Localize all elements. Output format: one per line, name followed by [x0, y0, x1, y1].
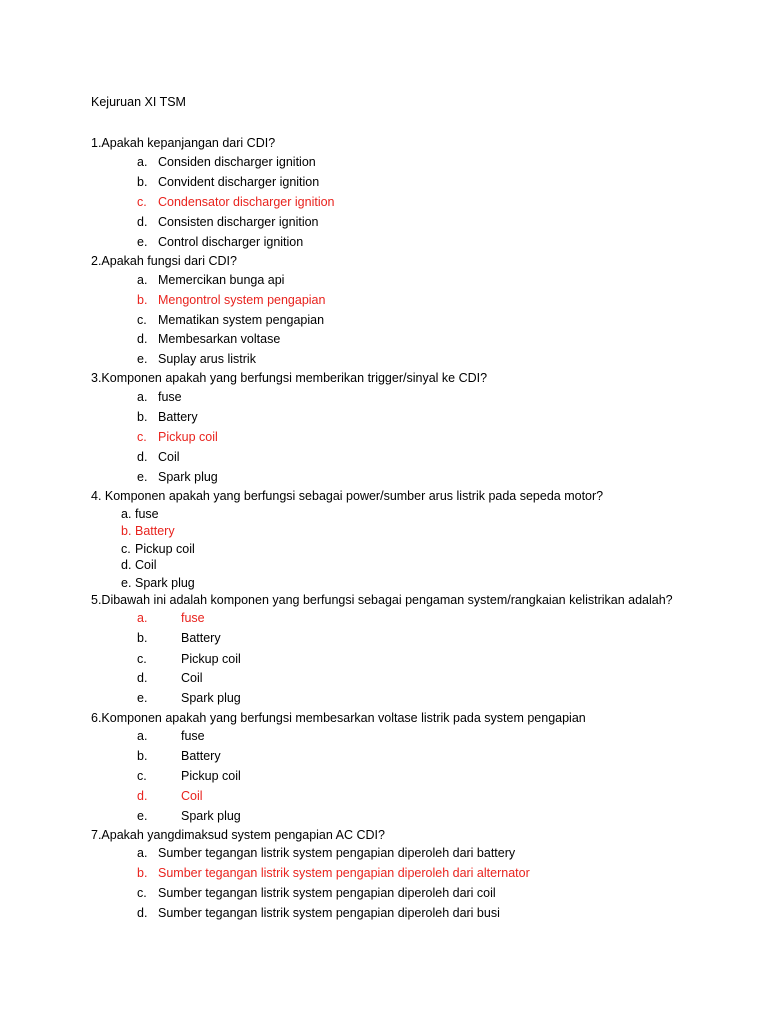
option-text: Considen discharger ignition [158, 155, 316, 169]
question-6: 6.Komponen apakah yang berfungsi membesarkan voltase listrik pada system pengapian [91, 711, 586, 725]
option-letter: e. [137, 470, 148, 484]
option-letter: b. [121, 524, 132, 538]
answer-option-correct [137, 611, 205, 625]
answer-option [137, 450, 180, 464]
option-text: Consisten discharger ignition [158, 215, 319, 229]
option-letter: c. [137, 769, 147, 783]
option-text: Pickup coil [181, 652, 241, 666]
option-letter: e. [137, 809, 148, 823]
option-text: Spark plug [181, 809, 241, 823]
question-5: 5.Dibawah ini adalah komponen yang berfungsi sebagai pengaman system/rangkaian kelistrikan adalah? [91, 593, 673, 607]
answer-option [137, 470, 218, 484]
option-letter: c. [137, 313, 147, 327]
option-text: Battery [181, 631, 221, 645]
option-letter: c. [137, 430, 147, 444]
answer-option [137, 273, 284, 287]
option-text: Sumber tegangan listrik system pengapian diperoleh dari busi [158, 906, 500, 920]
option-letter: a. [137, 155, 148, 169]
option-text: Battery [158, 410, 198, 424]
answer-option [137, 691, 241, 705]
option-text: Sumber tegangan listrik system pengapian diperoleh dari alternator [158, 866, 530, 880]
option-text: Pickup coil [158, 430, 218, 444]
answer-option [137, 652, 241, 666]
answer-option [137, 671, 203, 685]
option-letter: d. [137, 789, 148, 803]
option-text: fuse [135, 507, 159, 521]
answer-option [137, 631, 221, 645]
document-title: Kejuruan XI TSM [91, 95, 186, 109]
option-letter: a. [121, 507, 132, 521]
option-letter: b. [137, 410, 148, 424]
answer-option [137, 906, 500, 920]
answer-option [137, 886, 496, 900]
option-text: Battery [135, 524, 175, 538]
option-letter: a. [137, 846, 148, 860]
option-text: fuse [181, 729, 205, 743]
option-text: Mengontrol system pengapian [158, 293, 326, 307]
option-text: Membesarkan voltase [158, 332, 281, 346]
answer-option [137, 313, 324, 327]
option-text: Spark plug [181, 691, 241, 705]
answer-option-correct [137, 195, 335, 209]
option-text: Battery [181, 749, 221, 763]
option-text: Convident discharger ignition [158, 175, 320, 189]
option-letter: b. [137, 293, 148, 307]
answer-option [137, 410, 198, 424]
option-letter: d. [121, 558, 132, 572]
option-letter: d. [137, 215, 148, 229]
answer-option [137, 809, 241, 823]
option-letter: e. [121, 576, 132, 590]
option-text: Mematikan system pengapian [158, 313, 325, 327]
option-letter: c. [121, 542, 131, 556]
answer-option [137, 215, 319, 229]
option-letter: a. [137, 611, 148, 625]
option-text: Sumber tegangan listrik system pengapian diperoleh dari battery [158, 846, 516, 860]
answer-option [137, 846, 515, 860]
answer-option [137, 390, 182, 404]
option-text: Spark plug [135, 576, 195, 590]
option-text: Coil [135, 558, 157, 572]
option-letter: c. [137, 886, 147, 900]
option-text: Coil [181, 671, 203, 685]
option-letter: a. [137, 273, 148, 287]
answer-option [137, 175, 319, 189]
question-2: 2.Apakah fungsi dari CDI? [91, 254, 237, 268]
option-letter: d. [137, 906, 148, 920]
answer-option [137, 332, 280, 346]
question-3: 3.Komponen apakah yang berfungsi memberikan trigger/sinyal ke CDI? [91, 371, 488, 385]
option-text: Condensator discharger ignition [158, 195, 335, 209]
answer-option [121, 576, 195, 590]
option-letter: d. [137, 671, 148, 685]
answer-option [137, 235, 303, 249]
option-text: Memercikan bunga api [158, 273, 285, 287]
answer-option [121, 542, 195, 556]
option-text: fuse [181, 611, 205, 625]
answer-option [137, 729, 205, 743]
option-letter: a. [137, 729, 148, 743]
option-text: Suplay arus listrik [158, 352, 256, 366]
option-text: Sumber tegangan listrik system pengapian diperoleh dari coil [158, 886, 496, 900]
answer-option-correct [137, 789, 203, 803]
question-7: 7.Apakah yangdimaksud system pengapian AC CDI? [91, 828, 385, 842]
answer-option-correct [137, 866, 530, 880]
option-letter: b. [137, 631, 148, 645]
option-text: Coil [181, 789, 203, 803]
option-letter: e. [137, 352, 148, 366]
answer-option [121, 507, 159, 521]
option-letter: e. [137, 235, 148, 249]
question-4: 4. Komponen apakah yang berfungsi sebagai power/sumber arus listrik pada sepeda motor? [91, 489, 604, 503]
answer-option-correct [121, 524, 175, 538]
option-text: Spark plug [158, 470, 218, 484]
answer-option [137, 155, 316, 169]
question-1: 1.Apakah kepanjangan dari CDI? [91, 136, 276, 150]
answer-option-correct [137, 293, 325, 307]
answer-option [137, 749, 221, 763]
answer-option [137, 769, 241, 783]
option-text: Control discharger ignition [158, 235, 304, 249]
option-text: Pickup coil [135, 542, 195, 556]
option-letter: e. [137, 691, 148, 705]
option-letter: c. [137, 652, 147, 666]
option-text: Pickup coil [181, 769, 241, 783]
option-text: fuse [158, 390, 182, 404]
option-letter: d. [137, 450, 148, 464]
option-letter: b. [137, 749, 148, 763]
answer-option [121, 558, 157, 572]
option-letter: a. [137, 390, 148, 404]
option-text: Coil [158, 450, 180, 464]
answer-option [137, 352, 256, 366]
answer-option-correct [137, 430, 218, 444]
option-letter: d. [137, 332, 148, 346]
option-letter: b. [137, 866, 148, 880]
option-letter: b. [137, 175, 148, 189]
option-letter: c. [137, 195, 147, 209]
